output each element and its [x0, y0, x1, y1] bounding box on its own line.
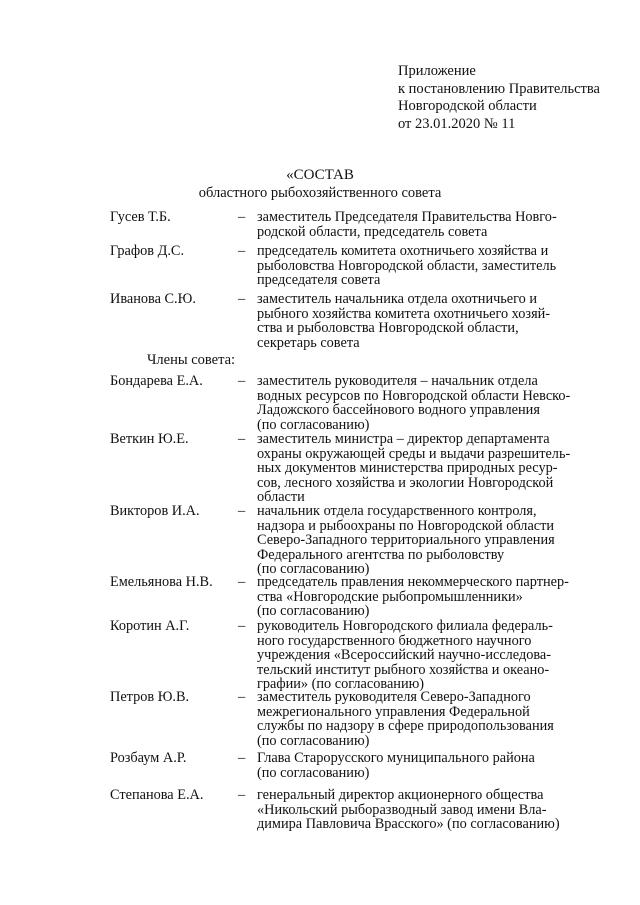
role-line: сов, лесного хозяйства и экологии Новгородской [257, 474, 554, 491]
role-line: председатель комитета охотничьего хозяйства и [257, 243, 549, 259]
role-line: надзора и рыбоохраны по Новгородской области [257, 517, 555, 534]
role-line: «Никольский рыборазводный завод имени Вла- [257, 801, 547, 818]
person-role [257, 210, 602, 239]
role-line: водных ресурсов по Новгородской области Невско- [257, 387, 571, 404]
person-name: Петров Ю.В. [110, 689, 190, 705]
person-name: Розбаум А.Р. [110, 750, 187, 766]
document-title: «СОСТАВ [286, 167, 354, 183]
role-line: области [257, 489, 305, 505]
appendix-line: к постановлению Правительства [398, 80, 600, 97]
person-role [257, 619, 602, 692]
role-line: (по согласованию) [257, 416, 370, 433]
role-line: секретарь совета [257, 334, 360, 351]
dash-separator: – [238, 750, 246, 766]
role-line: охраны окружающей среды и выдачи разрешитель- [257, 445, 571, 462]
person-name: Емельянова Н.В. [110, 574, 213, 590]
person-name: Графов Д.С. [110, 243, 185, 259]
person-name: Бондарева Е.А. [110, 373, 203, 389]
role-line: ного государственного бюджетного научного [257, 632, 532, 649]
role-line: председатель правления некоммерческого партнер- [257, 574, 569, 590]
role-line: заместитель начальника отдела охотничьего и [257, 291, 538, 307]
role-line: (по согласованию) [257, 561, 370, 577]
person-name: Степанова Е.А. [110, 787, 204, 803]
dash-separator: – [238, 689, 246, 705]
role-line: Федерального агентства по рыболовству [257, 546, 505, 563]
dash-separator: – [238, 618, 246, 634]
person-role [257, 690, 602, 748]
person-name: Иванова С.Ю. [110, 291, 196, 307]
person-role [257, 244, 602, 288]
role-line: рыбного хозяйства комитета охотничьего хозяй- [257, 305, 551, 322]
role-line: заместитель Председателя Правительства Новго- [257, 209, 557, 225]
role-line: учреждения «Всероссийский научно-исследова- [257, 647, 552, 663]
role-line: заместитель руководителя – начальник отдела [257, 373, 538, 389]
role-line: (по согласованию) [257, 764, 370, 781]
dash-separator: – [238, 209, 246, 225]
role-line: Северо-Западного территориального управления [257, 532, 555, 548]
role-line: графии» (по согласованию) [257, 676, 425, 692]
person-role [257, 374, 602, 432]
role-line: родской области, председатель совета [257, 223, 488, 240]
person-name: Веткин Ю.Е. [110, 431, 189, 447]
role-line: межрегионального управления Федеральной [257, 703, 530, 720]
role-line: заместитель руководителя Северо-Западного [257, 689, 531, 705]
dash-separator: – [238, 243, 246, 259]
person-role [257, 751, 602, 780]
role-line: (по согласованию) [257, 603, 370, 619]
members-heading: Члены совета: [147, 352, 236, 368]
person-role [257, 575, 602, 619]
dash-separator: – [238, 373, 246, 389]
role-line: Ладожского бассейнового водного управления [257, 402, 540, 418]
appendix-line: Приложение [398, 63, 476, 79]
role-line: ных документов министерства природных ресур- [257, 460, 558, 476]
dash-separator: – [238, 503, 246, 519]
dash-separator: – [238, 787, 246, 803]
person-role [257, 788, 602, 832]
role-line: ства и рыболовства Новгородской области, [257, 320, 519, 336]
person-role [257, 292, 602, 350]
appendix-line: Новгородской области [398, 98, 537, 114]
role-line: руководитель Новгородского филиала федераль- [257, 618, 553, 634]
role-line: димира Павловича Врасского» (по согласованию) [257, 816, 560, 832]
person-name: Гусев Т.Б. [110, 209, 171, 225]
role-line: тельский институт рыбного хозяйства и океано- [257, 661, 550, 678]
role-line: службы по надзору в сфере природопользования [257, 718, 554, 734]
role-line: ства «Новгородские рыбопромышленники» [257, 588, 523, 605]
role-line: заместитель министра – директор департамента [257, 431, 550, 447]
document-subtitle: областного рыбохозяйственного совета [198, 185, 442, 201]
person-name: Коротин А.Г. [110, 618, 190, 634]
person-role [257, 504, 602, 577]
role-line: начальник отдела государственного контроля, [257, 503, 537, 519]
dash-separator: – [238, 574, 246, 590]
appendix-line: от 23.01.2020 № 11 [398, 115, 516, 132]
person-role [257, 432, 602, 505]
dash-separator: – [238, 291, 246, 307]
role-line: (по согласованию) [257, 732, 370, 749]
dash-separator: – [238, 431, 246, 447]
role-line: Глава Старорусского муниципального района [257, 750, 535, 766]
person-name: Викторов И.А. [110, 503, 200, 519]
role-line: рыболовства Новгородской области, заместитель [257, 257, 557, 274]
role-line: генеральный директор акционерного общества [257, 787, 544, 803]
appendix-block [398, 63, 628, 133]
role-line: председателя совета [257, 272, 381, 288]
